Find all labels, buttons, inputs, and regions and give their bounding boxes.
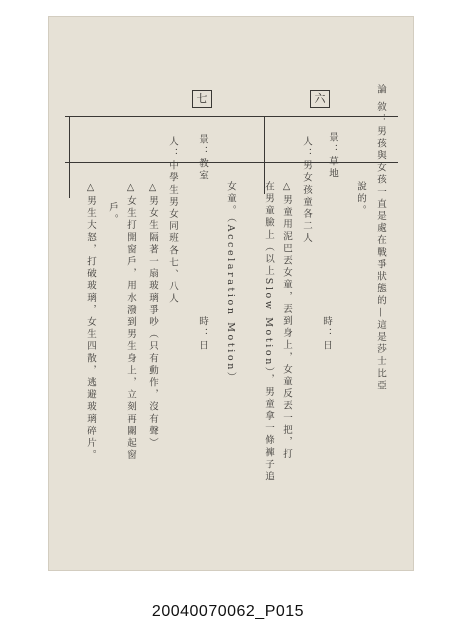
scene6-setting: 景：草地: [327, 132, 338, 181]
narrator-line: 論 敘：男孩與女孩一直是處在戰爭狀態的—這是莎士比亞: [375, 84, 386, 393]
scene6-action-2: 在男童臉上（以上Slow Motion），男童拿一條褲子追: [263, 181, 274, 484]
scene7-time: 時：日: [197, 316, 208, 353]
narrator-line-cont: 說的。: [355, 181, 366, 218]
document-page: [48, 16, 414, 571]
scene6-action-3: 女童。（Accelaration Motion）: [225, 181, 236, 385]
scene-divider-rule: [65, 162, 398, 163]
scene6-time: 時：日: [321, 316, 332, 353]
scene7-action-2: △女生打開窗戶，用水潑到男生身上，立刻再關起窗: [125, 182, 136, 462]
scene7-characters: 人：中學生男女同班各七、八人: [167, 136, 178, 306]
scene7-action-1: △男女生隔著一扇玻璃爭吵（只有動作，沒有聲）: [147, 182, 158, 450]
scene7-left-rule: [69, 116, 70, 198]
page-number-six: 六: [310, 90, 330, 108]
scene7-action-4: △男生大怒，打破玻璃，女生四散，逃避玻璃碎片。: [85, 182, 96, 462]
scene6-characters: 人：男女孩童各二人: [301, 136, 312, 245]
scene7-setting: 景：教室: [197, 134, 208, 183]
scene7-action-3: 戶。: [107, 202, 118, 227]
page-number-seven: 七: [192, 90, 212, 108]
image-identifier: 20040070062_P015: [151, 603, 305, 620]
scene6-action-1: △男童用泥巴丟女童，丟到身上，女童反丟一把，打: [281, 181, 292, 461]
header-rule: [65, 116, 398, 117]
